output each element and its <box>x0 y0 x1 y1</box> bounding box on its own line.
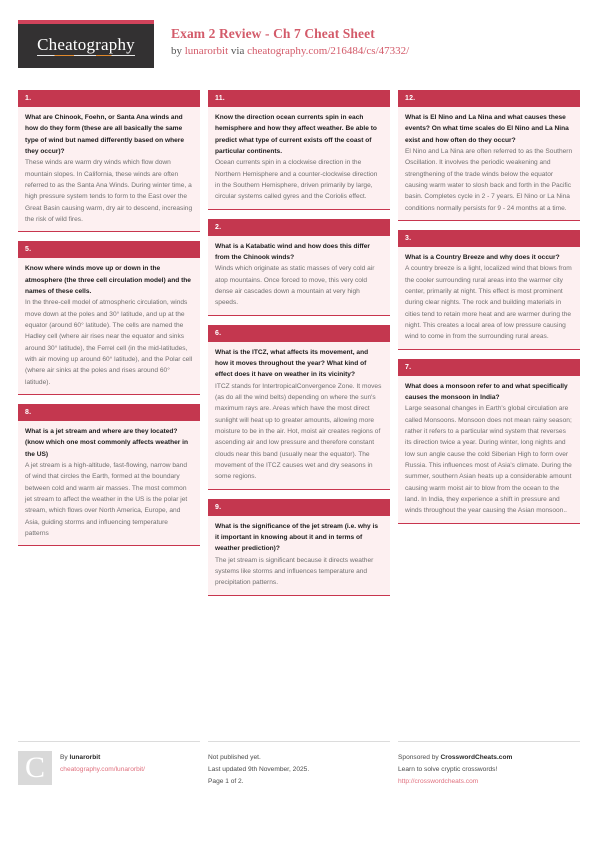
footer-published-status: Not published yet. <box>208 754 261 761</box>
card-answer: Winds which originate as static masses of very cold air atop mountains. Once forced to move, this very cold dense air cascades down a mountain at very high speeds. <box>215 265 375 307</box>
card-body <box>18 421 200 545</box>
card-answer: Large seasonal changes in Earth's global circulation are called Monsoons. Monsoon does not mean rainy season; rather it refers to a particular wind system that reverses its direction twice a year. During winter, long nights and low sun angle cause the cold Siberian High to form over Russia. This influences most of Asia's climate. During the summer, southern Asian heats up a considerable amount causing warm moist air to blow from the ocean to the land. In India, they experience a shift in pressure and winds throughout the year causing the Asian monsoon.. <box>405 405 572 515</box>
footer-page-number: Page 1 of 2. <box>208 778 244 786</box>
card-question: What are Chinook, Foehn, or Santa Ana winds and how do they form (these are all basically the same type of wind but named differently based on where they occur)? <box>25 114 185 155</box>
footer-last-updated: Last updated 9th November, 2025. <box>208 766 310 774</box>
page-footer <box>18 741 582 789</box>
author-link[interactable]: lunarorbit <box>184 44 229 57</box>
card-question: What is the significance of the jet stream (i.e. why is it important in knowing about it and in terms of weather prediction)? <box>215 522 379 553</box>
footer-author-lines <box>60 751 145 789</box>
card <box>398 230 580 350</box>
card-question: Know the direction ocean currents spin in each hemisphere and how they affect weather. Be able to predict what type of current exists off the coast of particular continents. <box>215 114 377 155</box>
page-title: Exam 2 Review - Ch 7 Cheat Sheet <box>171 26 375 41</box>
footer-sponsor-tagline: Learn to solve cryptic crosswords! <box>398 766 498 774</box>
card-number: 8. <box>18 404 200 421</box>
card-number: 2. <box>208 219 390 236</box>
title-block <box>171 20 409 58</box>
card-question: What is a jet stream and where are they located? (know which one most commonly affects weather in the US) <box>25 427 189 458</box>
card-body <box>398 247 580 349</box>
card-answer: The jet stream is significant because it directs weather systems like storms and influences temperature and precipitation patterns. <box>215 556 374 587</box>
card <box>208 325 390 490</box>
cheatography-logo[interactable] <box>18 20 154 68</box>
byline <box>171 44 409 58</box>
card-number: 6. <box>208 325 390 342</box>
card-answer: El Nino and La Nina are often referred to as the Southern Oscillation. It involves the periodic weakening and strengthening of the trade winds below the equator causing warm water to slosh back and forth in the Pacific basin. Completes cycle in 2 - 7 years. El Nino or La Nina conditions normally persists for 9 - 24 months at a time. <box>405 147 573 212</box>
card <box>398 359 580 524</box>
card-body <box>398 107 580 220</box>
card-question: Know where winds move up or down in the atmosphere (the three cell circulation model) and the names of these cells. <box>25 265 191 295</box>
card-number: 3. <box>398 230 580 247</box>
footer-author-name: lunarorbit <box>69 754 101 761</box>
card <box>208 90 390 210</box>
card-answer: A country breeze is a light, localized wind that blows from the cooler surrounding rural areas into the warmer city center, primarily at night. This effect is most prominent during clear nights. The rock and building materials in cities tend to retain more heat and are warmer during the night. This creates a local area of low pressure causing wind to come in from the surrounding rural areas. <box>405 265 572 341</box>
card <box>18 241 200 395</box>
card <box>18 90 200 232</box>
byline-via: via <box>228 44 248 57</box>
card-body <box>208 342 390 489</box>
source-url-link[interactable]: cheatography.com/216484/cs/47332/ <box>247 44 410 57</box>
card-question: What is the ITCZ, what affects its movement, and how it moves throughout the year? What kind of effect does it have on weather in its vicinity? <box>215 348 369 379</box>
card <box>208 499 390 596</box>
column-2 <box>208 90 390 605</box>
page-header <box>18 20 582 80</box>
footer-sponsor-lines <box>398 751 512 789</box>
footer-sponsor-prefix: Sponsored by <box>398 754 441 761</box>
column-3 <box>398 90 580 533</box>
card-answer: In the three-cell model of atmospheric circulation, winds move down at the poles and 30° latitude, and up at the equator (around 60° latitude). The cells are named the Hadley cell (where air rises near the equator and sinks around 30° latitude), the Ferrel cell (in the mid-latitudes, with air moving up around 60° latitude), and the Polar cell (where air sinks at the poles and rises around 60° latitude). <box>25 299 193 386</box>
card-question: What is a Katabatic wind and how does this differ from the Chinook winds? <box>215 242 370 261</box>
card <box>398 90 580 221</box>
card-number: 1. <box>18 90 200 107</box>
card-answer: Ocean currents spin in a clockwise direction in the Northern Hemisphere and a counter-clockwise direction in the Southern Hemisphere, driven primarily by large, circular systems called gyres and the Coriolis effect. <box>215 159 378 201</box>
card-body <box>208 516 390 595</box>
footer-sponsor-col <box>398 741 580 789</box>
footer-sponsor-line <box>398 752 512 764</box>
footer-sponsor-url[interactable]: http://crosswordcheats.com <box>398 778 479 786</box>
card-number: 7. <box>398 359 580 376</box>
columns-container <box>18 90 582 605</box>
card-number: 11. <box>208 90 390 107</box>
card <box>18 404 200 546</box>
card-question: What does a monsoon refer to and what specifically causes the monsoon in India? <box>405 382 568 401</box>
card-body <box>18 258 200 394</box>
cheatography-logo-text: Cheatography <box>37 35 135 54</box>
card-body <box>208 236 390 315</box>
card-answer: ITCZ stands for IntertropicalConvergence Zone. It moves (as do all the wind belts) depending on where the sun's maximum rays are. Areas which have the most direct sunlight will heat up to greater amounts, allowing more moisture to be in the air. Hot, moist air creates regions of ascending air and low pressure and therefore constant clouds near this band (usually near the equator). The movement of the ITCZ causes wet and dry seasons in some regions. <box>215 382 382 481</box>
card-question: What is El Nino and La Nina and what causes these events? On what time scales do El Nino and La Nina exist and how often do they occur? <box>405 114 569 144</box>
card-answer: These winds are warm dry winds which flow down mountain slopes. In California, these winds are often referred to as the Santa Ana Winds. During winter time, a high pressure system tends to form to the East over the Great Basin causing warm, dry air to descend, increasing the risk of wild fires. <box>25 159 193 223</box>
footer-publish-lines <box>208 751 309 789</box>
card-answer: A jet stream is a high-altitude, fast-flowing, narrow band of wind that circles the Earth, formed at the boundary between cold and warm air masses. The most common jet stream to affect the weather in the US is the polar jet stream, which flows over North America, Europe, and Asia, guiding storms and influencing temperature patterns <box>25 461 188 537</box>
card-number: 5. <box>18 241 200 258</box>
footer-publish-col <box>208 741 390 789</box>
byline-prefix: by <box>171 44 185 57</box>
card-body <box>398 376 580 523</box>
footer-by-prefix: By <box>60 754 70 761</box>
card-question: What is a Country Breeze and why does it occur? <box>405 253 560 261</box>
footer-author-line <box>60 752 145 764</box>
footer-sponsor-name: CrosswordCheats.com <box>440 754 513 761</box>
card-body <box>208 107 390 209</box>
avatar: C <box>18 751 52 785</box>
footer-sponsor-url-line <box>398 776 512 788</box>
card-number: 9. <box>208 499 390 516</box>
footer-author-url-line <box>60 764 145 776</box>
card <box>208 219 390 316</box>
card-number: 12. <box>398 90 580 107</box>
card-body <box>18 107 200 231</box>
column-1 <box>18 90 200 555</box>
footer-author-url[interactable]: cheatography.com/lunarorbit/ <box>60 766 145 774</box>
footer-author-col <box>18 741 200 789</box>
